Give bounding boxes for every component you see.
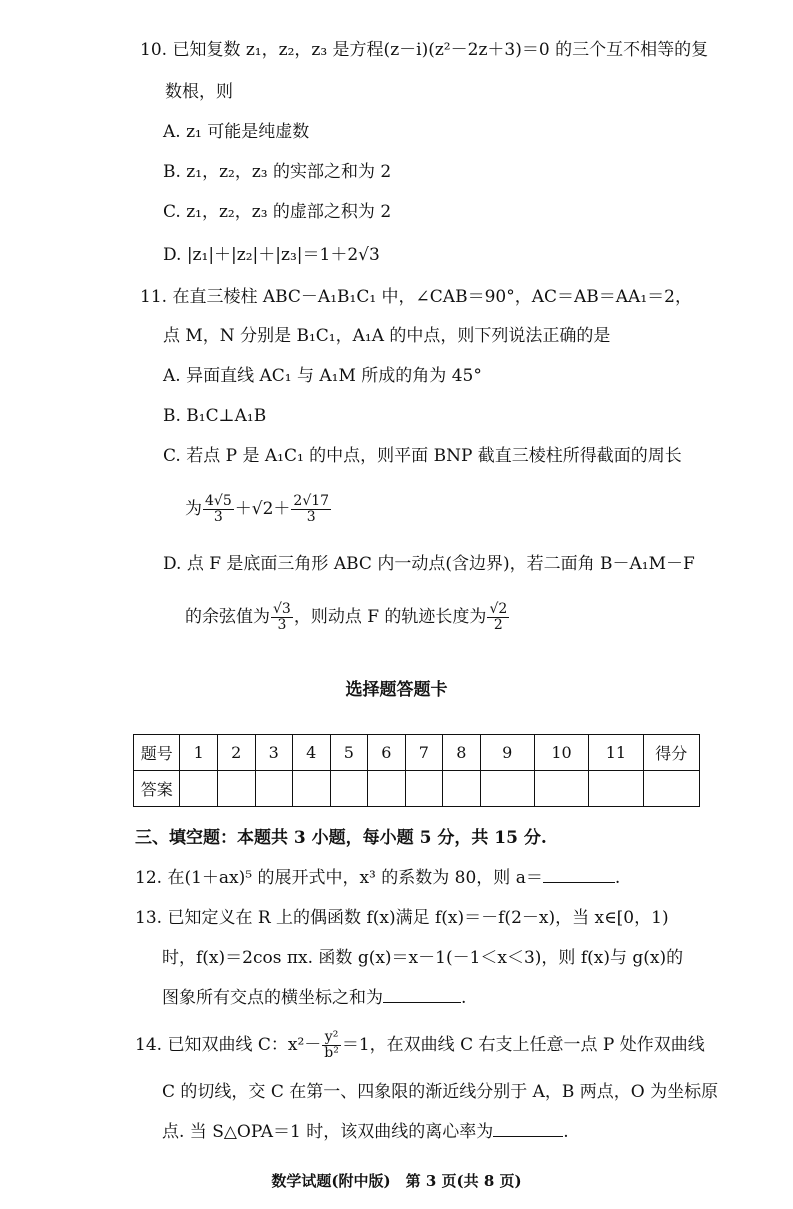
answer-card-header-cell: 8	[443, 735, 481, 771]
answer-card-header-cell: 题号	[134, 735, 180, 771]
q14-line1-a: 14. 已知双曲线 C：x²－	[135, 1035, 322, 1055]
q13-answer-blank	[383, 1002, 461, 1003]
answer-cell	[589, 771, 643, 807]
answer-card-header-cell: 6	[368, 735, 406, 771]
q14-fraction-den: b²	[324, 1045, 339, 1061]
q10-option-c: C. z₁，z₂，z₃ 的虚部之积为 2	[163, 202, 392, 222]
q11-d-fraction-2-num: √2	[489, 601, 508, 617]
answer-card-header-cell: 3	[255, 735, 293, 771]
q12-tail: .	[614, 868, 621, 888]
q14-fraction-num: y²	[322, 1030, 341, 1046]
answer-cell	[534, 771, 588, 807]
q12-answer-blank	[543, 882, 615, 883]
q11-d-fraction-1-den: 3	[277, 617, 287, 633]
answer-card-answer-row	[134, 771, 700, 807]
q11-option-c-line1: C. 若点 P 是 A₁C₁ 的中点，则平面 BNP 截直三棱柱所得截面的周长	[163, 446, 682, 466]
q11-option-d-line1: D. 点 F 是底面三角形 ABC 内一动点(含边界)，若二面角 B－A₁M－F	[163, 554, 695, 574]
q11-c-fraction-1-den: 3	[213, 509, 223, 525]
q14-line1	[135, 1030, 705, 1061]
answer-cell	[293, 771, 331, 807]
q11-option-a: A. 异面直线 AC₁ 与 A₁M 所成的角为 45°	[163, 366, 482, 386]
answer-card-title: 选择题答题卡	[345, 680, 448, 700]
q11-option-c-line2	[185, 494, 332, 525]
answer-card-header-cell: 11	[589, 735, 643, 771]
q14-tail: .	[563, 1122, 569, 1142]
q14-answer-blank	[493, 1136, 563, 1137]
q11-c-fraction-2-num: 2√17	[293, 493, 330, 509]
section-3-heading: 三、填空题：本题共 3 小题，每小题 5 分，共 15 分.	[135, 828, 547, 848]
q11-d-fraction-1	[271, 602, 293, 633]
answer-cell	[368, 771, 406, 807]
q11-c-fraction-1-num: 4√5	[205, 493, 232, 509]
answer-card-header-row	[134, 735, 700, 771]
answer-cell	[217, 771, 255, 807]
q10-stem-line2: 数根，则	[165, 82, 233, 102]
q11-c-prefix: 为	[185, 499, 202, 519]
q11-c-fraction-2	[291, 494, 331, 525]
q11-c-fraction-2-den: 3	[306, 509, 316, 525]
q11-d-fraction-1-num: √3	[273, 601, 291, 617]
q14-fraction	[322, 1030, 341, 1061]
answer-card-header-cell: 4	[293, 735, 331, 771]
q13-tail: .	[461, 988, 467, 1008]
q13-line3-text: 图象所有交点的横坐标之和为	[162, 988, 383, 1008]
q11-d-fraction-2	[487, 602, 509, 633]
q14-line1-b: ＝1，在双曲线 C 右支上任意一点 P 处作双曲线	[341, 1035, 705, 1055]
answer-cell	[480, 771, 534, 807]
answer-card-header-cell: 10	[534, 735, 588, 771]
answer-card-row-label: 答案	[134, 771, 180, 807]
answer-cell	[255, 771, 293, 807]
answer-card-header-cell: 5	[330, 735, 368, 771]
q13-line3	[162, 986, 466, 1010]
q12-line	[135, 866, 620, 890]
q11-option-b: B. B₁C⊥A₁B	[163, 406, 267, 426]
q13-line2: 时，f(x)＝2cos πx. 函数 g(x)＝x－1(－1＜x＜3)，则 f(x)与 g(x)的	[162, 948, 684, 968]
answer-card-header-cell: 9	[480, 735, 534, 771]
q10-option-a: A. z₁ 可能是纯虚数	[163, 122, 310, 142]
answer-cell	[405, 771, 443, 807]
q11-stem-line1: 11. 在直三棱柱 ABC－A₁B₁C₁ 中，∠CAB＝90°，AC＝AB＝AA₁＝2，	[140, 287, 692, 307]
answer-card-header-cell: 7	[405, 735, 443, 771]
q13-line1: 13. 已知定义在 R 上的偶函数 f(x)满足 f(x)＝－f(2－x)，当 x∈[0，1)	[135, 908, 669, 928]
answer-card-table	[133, 734, 700, 807]
q11-c-fraction-1	[203, 494, 234, 525]
answer-cell	[330, 771, 368, 807]
q14-line3	[162, 1120, 569, 1144]
q11-stem-line2: 点 M，N 分别是 B₁C₁，A₁A 的中点，则下列说法正确的是	[163, 326, 611, 346]
answer-cell	[643, 771, 699, 807]
q11-d-mid: ，则动点 F 的轨迹长度为	[293, 607, 487, 627]
q14-line2: C 的切线，交 C 在第一、四象限的渐近线分别于 A，B 两点，O 为坐标原	[162, 1082, 719, 1102]
q10-option-b: B. z₁，z₂，z₃ 的实部之和为 2	[163, 162, 392, 182]
q12-text: 12. 在(1＋ax)⁵ 的展开式中，x³ 的系数为 80，则 a＝	[135, 868, 543, 888]
q10-option-d: D. |z₁|＋|z₂|＋|z₃|＝1＋2√3	[163, 245, 380, 265]
q11-d-prefix: 的余弦值为	[185, 607, 270, 627]
q11-c-mid: ＋√2＋	[234, 499, 291, 519]
q11-d-fraction-2-den: 2	[493, 617, 503, 633]
answer-card-header-cell: 1	[180, 735, 218, 771]
page-footer: 数学试题(附中版) 第 3 页(共 8 页)	[271, 1172, 522, 1190]
answer-cell	[180, 771, 218, 807]
answer-card-header-cell: 2	[217, 735, 255, 771]
q10-stem-line1: 10. 已知复数 z₁，z₂，z₃ 是方程(z－i)(z²－2z＋3)＝0 的三个互不相等的复	[140, 40, 709, 60]
answer-card-header-cell: 得分	[643, 735, 699, 771]
q14-line3-text: 点. 当 S△OPA＝1 时，该双曲线的离心率为	[162, 1122, 494, 1142]
q11-option-d-line2	[185, 602, 510, 633]
answer-cell	[443, 771, 481, 807]
